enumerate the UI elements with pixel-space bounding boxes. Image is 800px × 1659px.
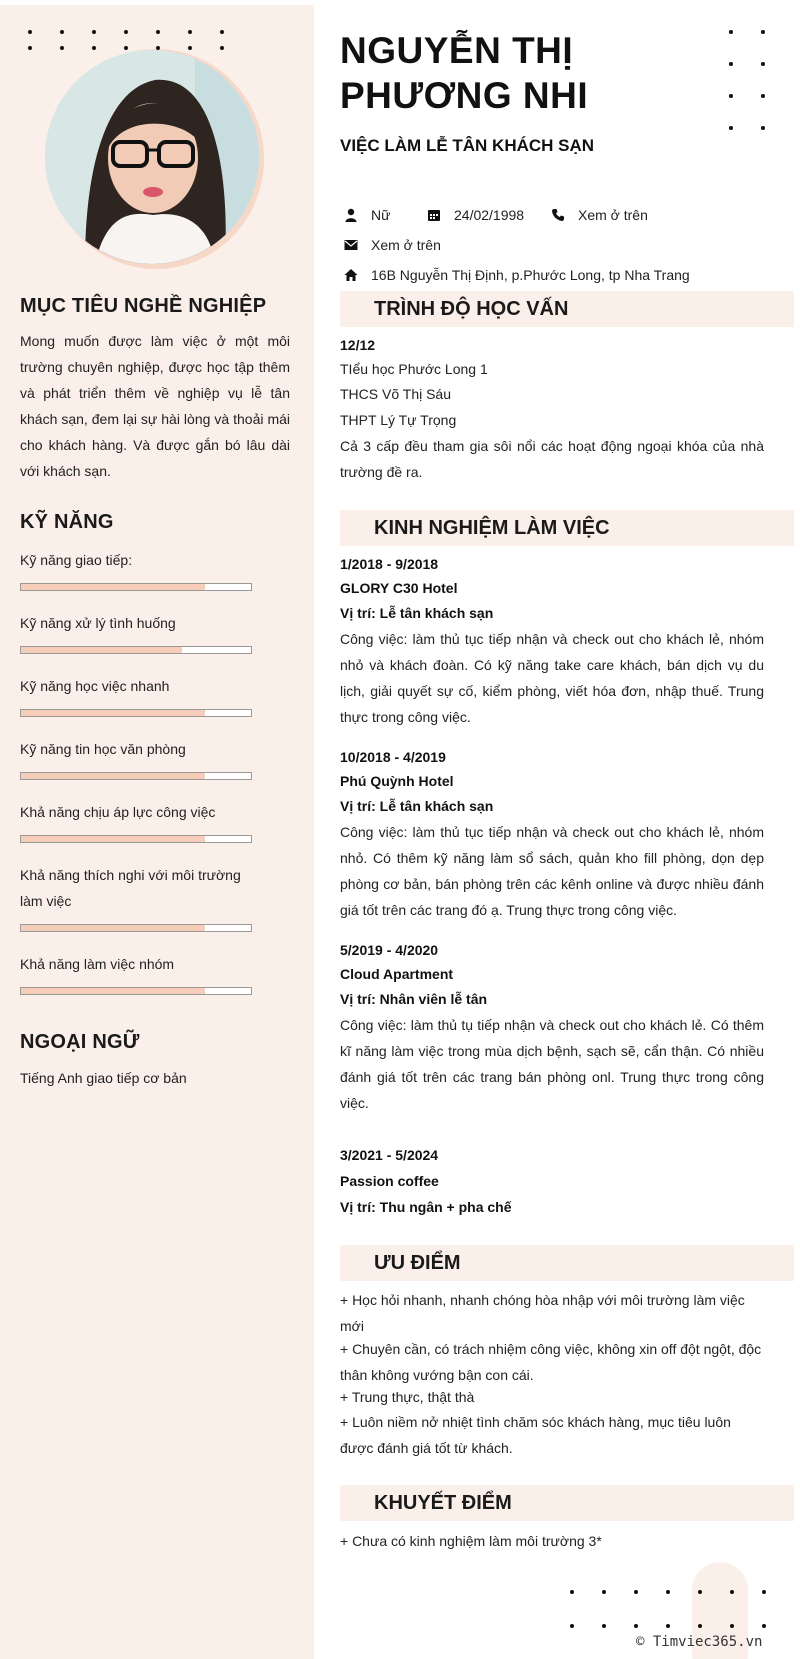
experience-heading: KINH NGHIỆM LÀM VIỆC bbox=[374, 517, 610, 539]
languages-heading: NGOẠI NGỮ bbox=[20, 1031, 140, 1053]
info-phone bbox=[550, 207, 648, 223]
skill-bar bbox=[20, 987, 252, 995]
skill-item bbox=[20, 951, 252, 995]
home-icon bbox=[343, 267, 359, 283]
languages-text: Tiếng Anh giao tiếp cơ bản bbox=[20, 1070, 187, 1086]
skill-item bbox=[20, 547, 252, 591]
strength-item: + Học hỏi nhanh, nhanh chóng hòa nhập với môi trường làm việc mới bbox=[340, 1292, 745, 1334]
job-position: Vị trí: Lễ tân khách sạn bbox=[340, 605, 494, 621]
strength-item: + Trung thực, thật thà bbox=[340, 1389, 475, 1405]
objective-text: Mong muốn được làm việc ở một môi trường chuyên nghiệp, được học tập thêm và phát triển thêm về nghiệp vụ lễ tân khách sạn, đem lại sự hài lòng và thoải mái cho khách hàng. Và được gắn bó lâu dài với khách sạn. bbox=[20, 333, 290, 479]
job-position: Vị trí: Nhân viên lễ tân bbox=[340, 991, 488, 1007]
skill-bar-fill bbox=[21, 710, 205, 716]
info-gender bbox=[343, 207, 390, 223]
user-icon bbox=[343, 207, 359, 223]
skill-item bbox=[20, 610, 252, 654]
skill-label: Kỹ năng tin học văn phòng bbox=[20, 741, 186, 757]
job-title: VIỆC LÀM LỄ TÂN KHÁCH SẠN bbox=[340, 136, 595, 155]
job-position: Vị trí: Lễ tân khách sạn bbox=[340, 798, 494, 814]
name-line-1: NGUYỄN THỊ bbox=[340, 30, 574, 71]
job-company: Phú Quỳnh Hotel bbox=[340, 773, 454, 789]
skill-bar-fill bbox=[21, 836, 205, 842]
skill-bar bbox=[20, 772, 252, 780]
skills-heading: KỸ NĂNG bbox=[20, 511, 114, 533]
skill-bar-fill bbox=[21, 773, 205, 779]
education-note: Cả 3 cấp đều tham gia sôi nổi các hoạt động ngoại khóa của nhà trường đề ra. bbox=[340, 438, 764, 480]
education-section-header bbox=[340, 291, 794, 327]
birthday-text: 24/02/1998 bbox=[454, 207, 525, 223]
info-address bbox=[343, 267, 690, 283]
education-school: THCS Võ Thị Sáu bbox=[340, 386, 452, 402]
skill-item bbox=[20, 736, 252, 780]
skill-bar bbox=[20, 835, 252, 843]
skill-label: Kỹ năng xử lý tình huống bbox=[20, 615, 176, 631]
skill-bar bbox=[20, 924, 252, 932]
strength-item: + Luôn niềm nở nhiệt tình chăm sóc khách hàng, mục tiêu luôn được đánh giá tốt từ khách. bbox=[340, 1414, 731, 1456]
job-description: Công việc: làm thủ tục tiếp nhận và check out cho khách lẻ, nhóm nhỏ. Có thêm kỹ năng làm sổ sách, quản kho fill phòng, dọn dẹp phòng cơ bản, bán phòng trên các kênh online và được nhiều đánh giá tốt trên các trang đó ạ. Trung thực trong công việc. bbox=[340, 824, 764, 918]
education-school: THPT Lý Tự Trọng bbox=[340, 412, 457, 428]
skill-bar-fill bbox=[21, 584, 205, 590]
footer-watermark: © Timviec365.vn bbox=[636, 1634, 763, 1650]
education-heading: TRÌNH ĐỘ HỌC VẤN bbox=[374, 298, 569, 320]
gender-text: Nữ bbox=[371, 207, 391, 223]
strength-item: + Chuyên cần, có trách nhiệm công việc, không xin off đột ngột, độc thân không vướng bận con cái. bbox=[340, 1341, 762, 1383]
weakness-item: + Chưa có kinh nghiệm làm môi trường 3* bbox=[340, 1533, 602, 1549]
address-text: 16B Nguyễn Thị Định, p.Phước Long, tp Nha Trang bbox=[371, 267, 690, 283]
skill-bar-fill bbox=[21, 647, 182, 653]
skill-item bbox=[20, 673, 252, 717]
skill-item bbox=[20, 862, 260, 932]
job-company: Passion coffee bbox=[340, 1173, 439, 1189]
strengths-section-header bbox=[340, 1245, 794, 1281]
phone-icon bbox=[550, 207, 566, 223]
decorative-dots bbox=[28, 30, 252, 50]
left-column bbox=[0, 5, 314, 1659]
skill-bar bbox=[20, 583, 252, 591]
job-position: Vị trí: Thu ngân + pha chế bbox=[340, 1199, 512, 1215]
calendar-icon bbox=[426, 207, 442, 223]
job-period: 1/2018 - 9/2018 bbox=[340, 556, 439, 572]
skill-bar bbox=[20, 709, 252, 717]
education-school: TIểu học Phước Long 1 bbox=[340, 361, 488, 377]
job-company: GLORY C30 Hotel bbox=[340, 580, 458, 596]
info-birthday bbox=[426, 207, 524, 223]
education-grade: 12/12 bbox=[340, 337, 376, 353]
info-email bbox=[343, 237, 441, 253]
strengths-heading: ƯU ĐIỂM bbox=[374, 1252, 461, 1274]
weaknesses-section-header bbox=[340, 1485, 794, 1521]
decorative-dots bbox=[570, 1590, 794, 1628]
objective-heading: MỤC TIÊU NGHỀ NGHIỆP bbox=[20, 295, 267, 317]
name-line-2: PHƯƠNG NHI bbox=[340, 75, 589, 116]
job-description: Công việc: làm thủ tụ tiếp nhận và check out cho khách lẻ. Có thêm kĩ năng làm việc trong mùa dịch bệnh, sạch sẽ, cẩn thận. Có nhiều đánh giá tốt trên các trang bán phòng onl. Trung thực trong công việc. bbox=[340, 1017, 764, 1111]
skill-label: Khả năng làm việc nhóm bbox=[20, 956, 175, 972]
experience-section-header bbox=[340, 510, 794, 546]
avatar bbox=[45, 50, 259, 264]
phone-text: Xem ở trên bbox=[578, 207, 648, 223]
skill-label: Khả năng thích nghi với môi trường làm việc bbox=[20, 867, 241, 909]
weaknesses-heading: KHUYẾT ĐIỂM bbox=[374, 1492, 512, 1514]
skill-bar-fill bbox=[21, 925, 205, 931]
job-company: Cloud Apartment bbox=[340, 966, 454, 982]
skill-label: Kỹ năng giao tiếp: bbox=[20, 552, 133, 568]
skill-bar-fill bbox=[21, 988, 205, 994]
email-text: Xem ở trên bbox=[371, 237, 441, 253]
job-period: 10/2018 - 4/2019 bbox=[340, 749, 446, 765]
job-description: Công việc: làm thủ tục tiếp nhận và check out cho khách lẻ, nhóm nhỏ và khách đoàn. Có kỹ năng take care khách, bán dịch vụ du lịch, giải quyết sự cố, kiểm phòng, viết hóa đơn, nhập thuế. Trung thực trong công việc. bbox=[340, 631, 764, 725]
candidate-name bbox=[340, 28, 588, 118]
mail-icon bbox=[343, 237, 359, 253]
decorative-circle bbox=[262, 1603, 314, 1659]
decorative-dots bbox=[729, 30, 793, 130]
avatar-photo bbox=[45, 50, 259, 264]
skill-bar bbox=[20, 646, 252, 654]
skill-item bbox=[20, 799, 252, 843]
job-period: 5/2019 - 4/2020 bbox=[340, 942, 439, 958]
skill-label: Kỹ năng học việc nhanh bbox=[20, 678, 170, 694]
skill-label: Khả năng chịu áp lực công việc bbox=[20, 804, 216, 820]
job-period: 3/2021 - 5/2024 bbox=[340, 1147, 439, 1163]
